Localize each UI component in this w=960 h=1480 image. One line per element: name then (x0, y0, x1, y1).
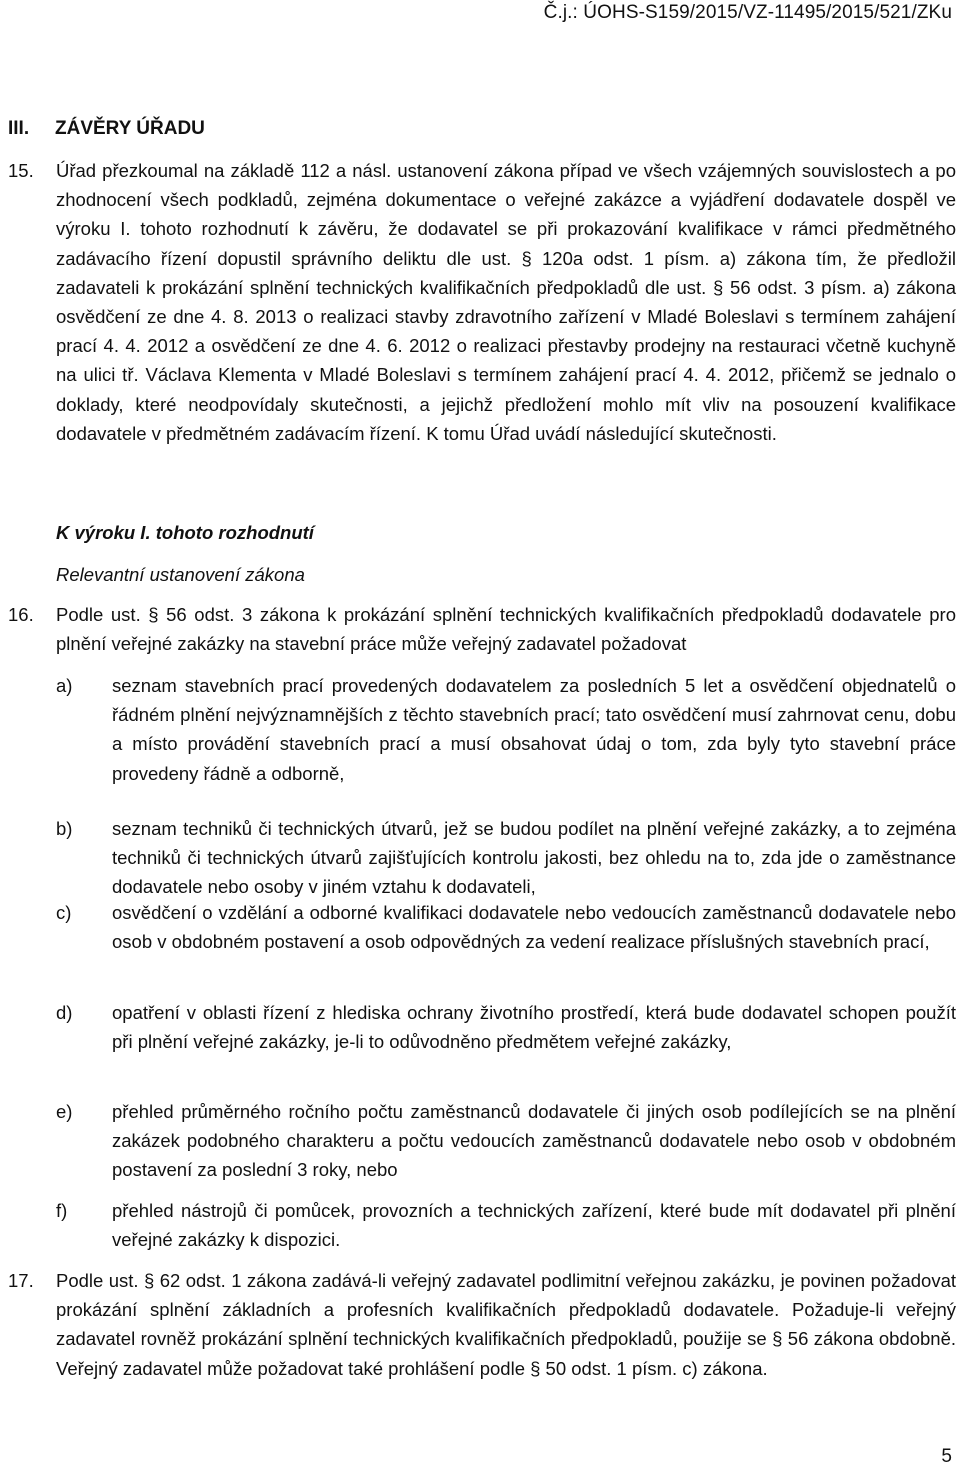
section-title: ZÁVĚRY ÚŘADU (55, 118, 205, 139)
paragraph-number: 15. (8, 160, 34, 181)
list-item-d (56, 998, 956, 1056)
section-heading (8, 114, 205, 143)
list-item-a (56, 671, 956, 788)
list-marker: a) (56, 675, 73, 696)
list-item-text: přehled nástrojů či pomůcek, provozních a technických zařízení, které bude mít dodavatel při plnění veřejné zakázky k dispozici. (112, 1200, 956, 1251)
paragraph-number: 16. (8, 604, 34, 625)
list-marker: c) (56, 902, 72, 923)
paragraph-text: Úřad přezkoumal na základě 112 a násl. ustanovení zákona případ ve všech vzájemných souvislostech a po zhodnocení všech podkladů, zejména dokumentace o veřejné zakázce a vyjádření dodavatele dospěl ve výroku I. tohoto rozhodnutí k závěru, že dodavatel se při prokazování kvalifikace v rámci předmětného zadávacího řízení dopustil správního deliktu dle ust. § 120a odst. 1 písm. a) zákona tím, že předložil zadavateli k prokázání splnění technických kvalifikačních předpokladů dle ust. § 56 odst. 3 písm. a) zákona osvědčení ze dne 4. 8. 2013 o realizaci stavby zdravotního zařízení v Mladé Boleslavi s termínem zahájení prací 4. 4. 2012 a osvědčení ze dne 4. 6. 2012 o realizaci přestavby prodejny na restauraci včetně kuchyně na ulici tř. Václava Klementa v Mladé Boleslavi s termínem zahájení prací 4. 4. 2012, přičemž se jednalo o doklady, které neodpovídaly skutečnosti, a jejichž předložení mohlo mít vliv na posouzení kvalifikace dodavatele v předmětném zadávacím řízení. K tomu Úřad uvádí následující skutečnosti. (56, 160, 956, 444)
subheading-verdict: K výroku I. tohoto rozhodnutí (56, 522, 314, 543)
section-number: III. (8, 118, 30, 139)
list-item-text: opatření v oblasti řízení z hlediska ochrany životního prostředí, která bude dodavatel schopen použít při plnění veřejné zakázky, je-li to odůvodněno předmětem veřejné zakázky, (112, 1002, 956, 1053)
paragraph-16 (8, 600, 956, 658)
list-item-b (56, 814, 956, 902)
paragraph-15 (8, 156, 956, 448)
paragraph-17 (8, 1266, 956, 1383)
page-number: 5 (941, 1446, 952, 1467)
subheading-relevant-provisions: Relevantní ustanovení zákona (56, 564, 305, 585)
list-item-text: osvědčení o vzdělání a odborné kvalifikaci dodavatele nebo vedoucích zaměstnanců dodavatele nebo osob v obdobném postavení a osob odpovědných za vedení realizace příslušných stavebních prací, (112, 902, 956, 953)
list-item-c (56, 898, 956, 956)
paragraph-text: Podle ust. § 62 odst. 1 zákona zadává-li veřejný zadavatel podlimitní veřejnou zakázku, je povinen požadovat prokázání splnění základních a profesních kvalifikačních předpokladů dodavatele. Požaduje-li veřejný zadavatel rovněž prokázání splnění technických kvalifikačních předpokladů, použije se § 56 zákona obdobně. Veřejný zadavatel může požadovat také prohlášení podle § 50 odst. 1 písm. c) zákona. (56, 1270, 956, 1379)
list-marker: e) (56, 1101, 73, 1122)
case-reference-number: Č.j.: ÚOHS-S159/2015/VZ-11495/2015/521/ZKu (543, 2, 952, 23)
paragraph-number: 17. (8, 1270, 34, 1291)
list-item-text: seznam stavebních prací provedených dodavatelem za posledních 5 let a osvědčení objednatelů o řádném plnění nejvýznamnějších z těchto stavebních prací; tato osvědčení musí zahrnovat cenu, dobu a místo provádění stavebních prací a musí obsahovat údaj o tom, zda byly tyto stavební práce provedeny řádně a odborně, (112, 675, 956, 784)
list-item-e (56, 1097, 956, 1185)
paragraph-text: Podle ust. § 56 odst. 3 zákona k prokázání splnění technických kvalifikačních předpokladů dodavatele pro plnění veřejné zakázky na stavební práce může veřejný zadavatel požadovat (56, 604, 956, 655)
list-marker: f) (56, 1200, 68, 1221)
list-item-text: přehled průměrného ročního počtu zaměstnanců dodavatele či jiných osob podílejících se na plnění zakázek podobného charakteru a počtu vedoucích zaměstnanců dodavatele nebo osob v obdobném postavení za poslední 3 roky, nebo (112, 1101, 956, 1181)
list-marker: b) (56, 818, 73, 839)
list-item-text: seznam techniků či technických útvarů, jež se budou podílet na plnění veřejné zakázky, a to zejména techniků či technických útvarů zajišťujících kontrolu jakosti, bez ohledu na to, zda jde o zaměstnance dodavatele nebo osoby v jiném vztahu k dodavateli, (112, 818, 956, 898)
list-item-f (56, 1196, 956, 1254)
list-marker: d) (56, 1002, 73, 1023)
